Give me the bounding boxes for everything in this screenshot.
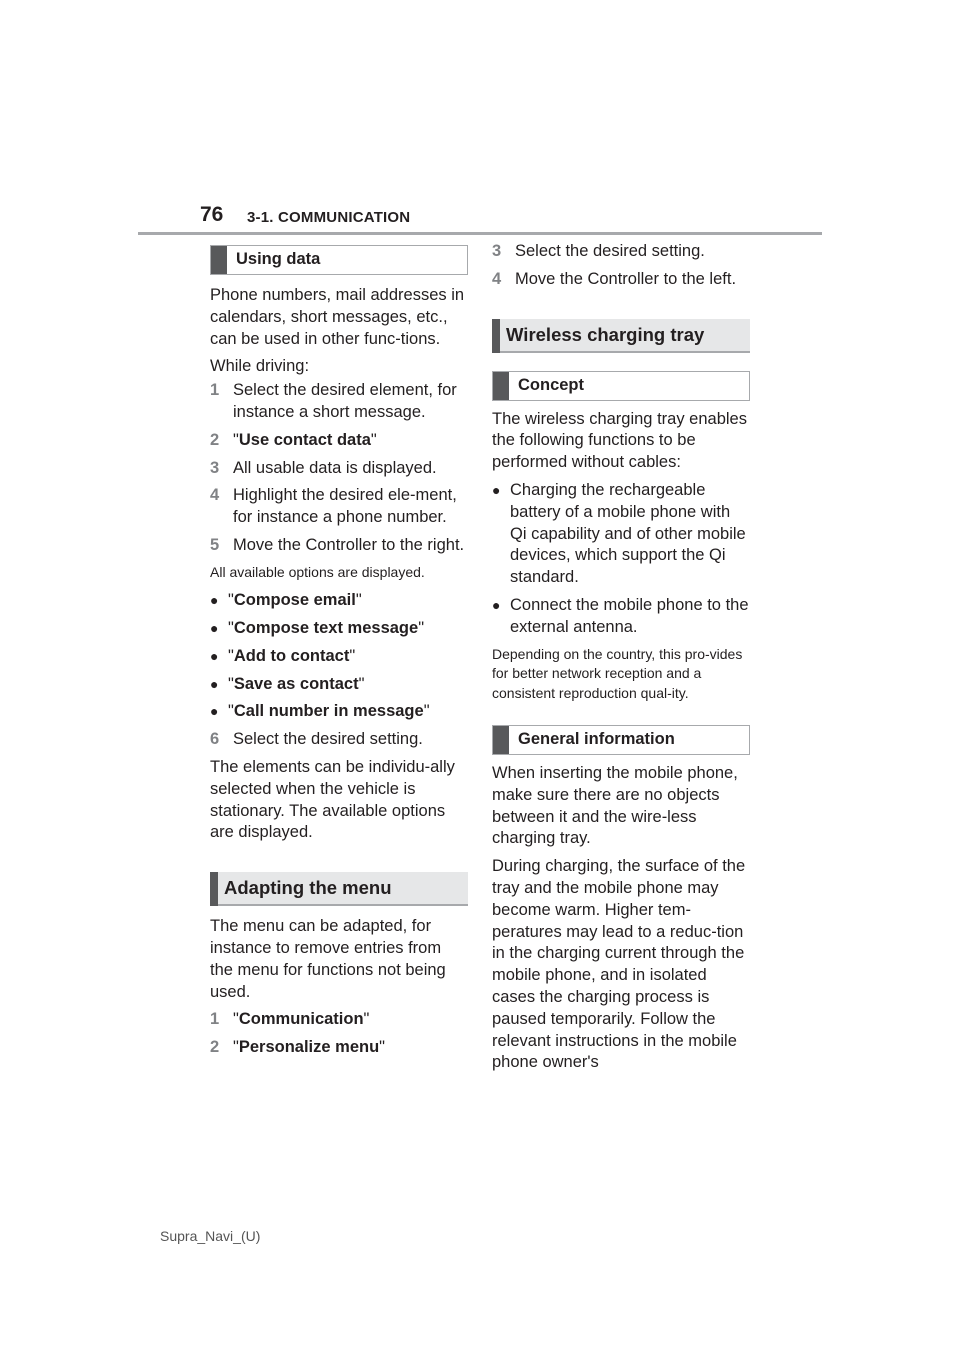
footer-doc-id: Supra_Navi_(U) xyxy=(160,1228,261,1244)
step-item: 2 "Use contact data" xyxy=(210,430,377,449)
bullet-icon: ● xyxy=(210,703,219,720)
bullet-icon: ● xyxy=(210,620,219,637)
subheading-using-data: Using data xyxy=(210,245,468,275)
paragraph: The menu can be adapted, for instance to remove entries from the menu for functions not being used. xyxy=(210,917,446,1001)
paragraph: While driving: xyxy=(210,357,310,376)
step-item: 4 Move the Controller to the left. xyxy=(492,269,737,288)
step-item: 2 "Personalize menu" xyxy=(210,1038,386,1057)
subheading-concept: Concept xyxy=(492,371,750,401)
step-item: 4 Highlight the desired ele-ment, for instance a phone number. xyxy=(210,486,457,527)
bullet-item: ● Connect the mobile phone to the external antenna. xyxy=(492,595,749,636)
paragraph: When inserting the mobile phone, make sure there are no objects between it and the wire-less charging tray. xyxy=(492,764,738,848)
step-item: 6 Select the desired setting. xyxy=(210,730,423,749)
bullet-icon: ● xyxy=(210,592,219,609)
right-column xyxy=(492,241,750,1080)
step-item: 3 All usable data is displayed. xyxy=(210,458,437,477)
step-item: 3 Select the desired setting. xyxy=(492,242,705,260)
bullet-icon: ● xyxy=(492,596,501,613)
paragraph: The elements can be individu-ally selected when the vehicle is stationary. The available options are displayed. xyxy=(210,758,455,842)
section-title: 3-1. COMMUNICATION xyxy=(247,209,411,226)
option-item: ● "Add to contact" xyxy=(210,646,468,668)
heading-wireless-charging: Wireless charging tray xyxy=(492,319,750,353)
option-item: ● "Compose email" xyxy=(210,590,468,612)
paragraph: During charging, the surface of the tray and the mobile phone may become warm. Higher tem-peratures may lead to a reduc-tion in the charging current through the mobile phone, and in isolated cases the charging process is paused temporarily. Follow the relevant instructions in the mobile phone owner's xyxy=(492,857,746,1072)
page-number: 76 xyxy=(200,203,224,226)
paragraph: Phone numbers, mail addresses in calendars, short messages, etc., can be used in other func-tions. xyxy=(210,286,465,348)
heading-adapting-menu: Adapting the menu xyxy=(210,872,468,906)
option-item: ● "Compose text message" xyxy=(210,618,468,640)
note: All available options are displayed. xyxy=(210,563,425,580)
bullet-icon: ● xyxy=(210,647,219,664)
header-rule xyxy=(138,232,822,235)
option-item: ● "Call number in message" xyxy=(210,701,468,723)
option-item: ● "Save as contact" xyxy=(210,674,468,696)
step-item: 1 Select the desired element, for instance a short message. xyxy=(210,381,457,421)
step-item: 1 "Communication" xyxy=(210,1010,370,1029)
bullet-icon: ● xyxy=(492,481,501,498)
step-item: 5 Move the Controller to the right. xyxy=(210,535,465,554)
left-column xyxy=(210,245,468,1065)
paragraph: The wireless charging tray enables the following functions to be performed without cables: xyxy=(492,409,747,472)
bullet-icon: ● xyxy=(210,675,219,692)
subheading-general-information: General information xyxy=(492,725,750,755)
bullet-item: ● Charging the rechargeable battery of a mobile phone with Qi capability and of other mobile devices, which support the Qi standard. xyxy=(492,480,746,587)
note: Depending on the country, this pro-vides for better network reception and a consistent reproduction qual-ity. xyxy=(492,645,743,701)
